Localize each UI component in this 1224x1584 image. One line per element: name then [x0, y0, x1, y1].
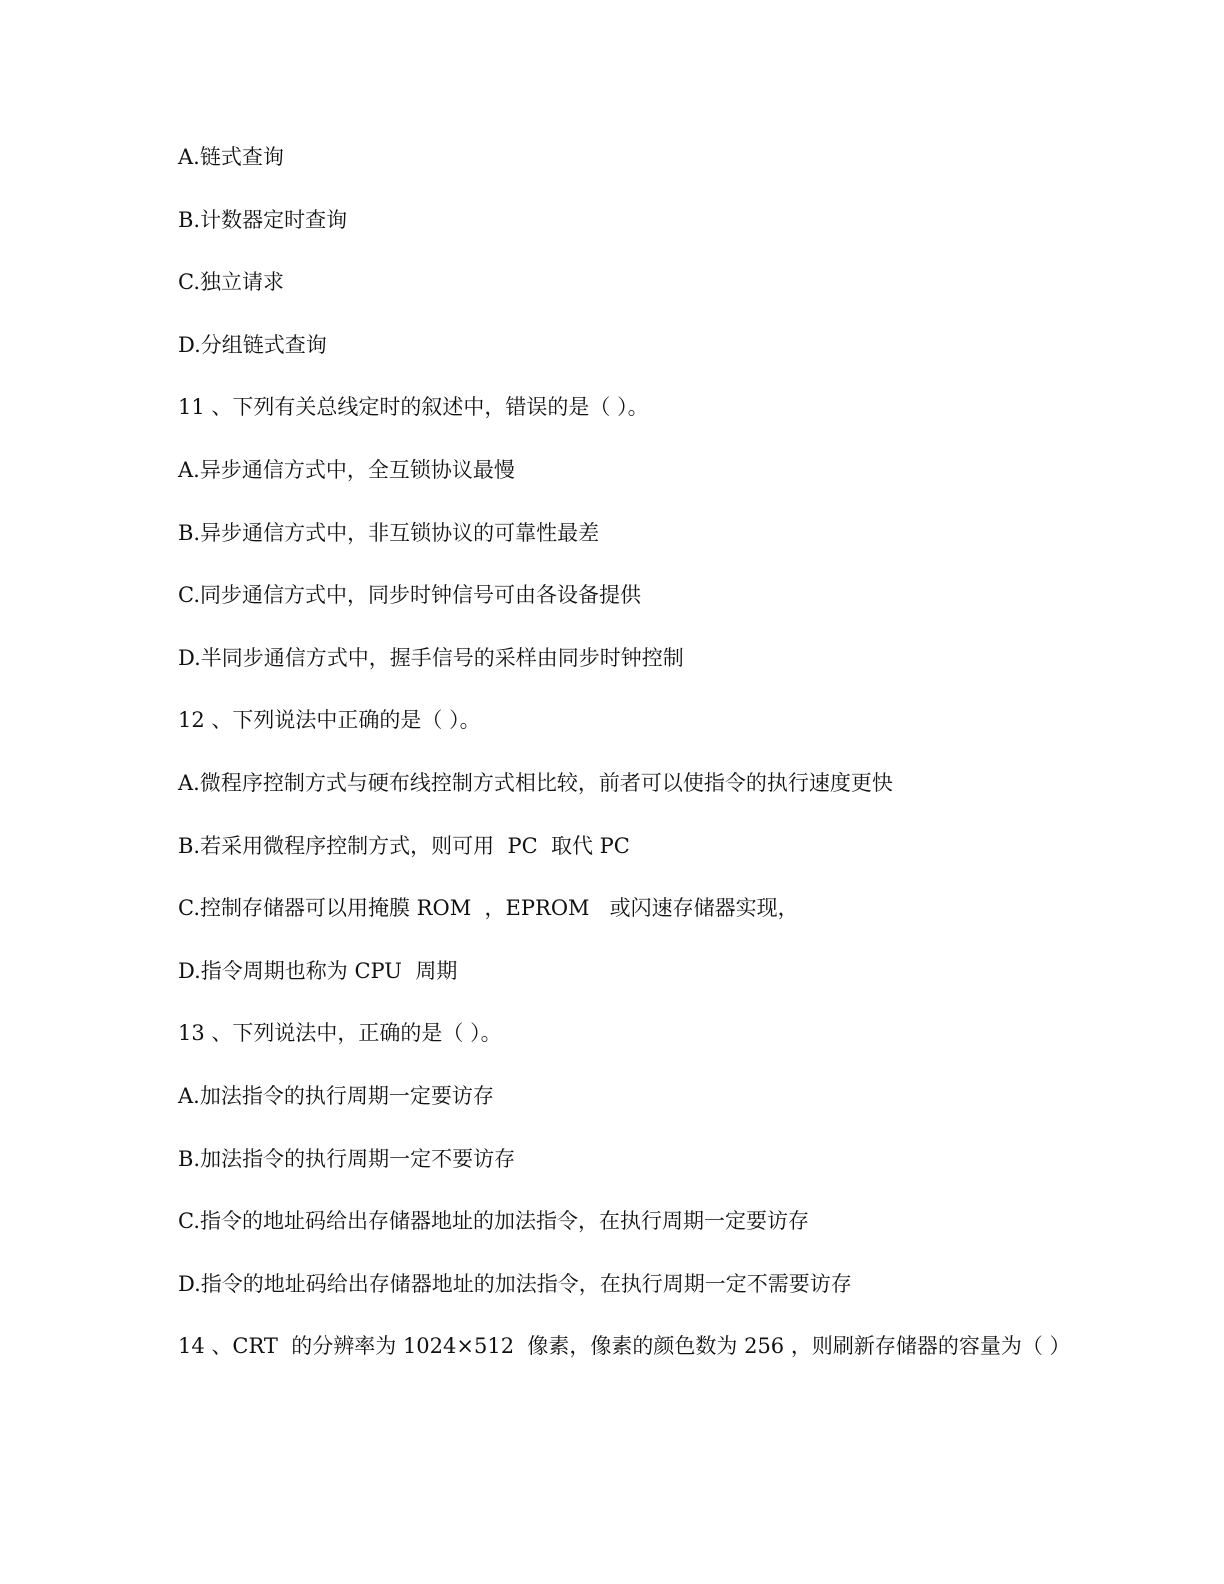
document-body [178, 141, 1178, 1393]
option-q13-a: A.加法指令的执行周期一定要访存 [178, 1083, 494, 1108]
option-q13-d: D.指令的地址码给出存储器地址的加法指令，在执行周期一定不需要访存 [178, 1271, 852, 1296]
option-q10-a: A.链式查询 [178, 145, 284, 169]
question-13: 13 、下列说法中，正确的是（ ）。 [178, 1021, 502, 1046]
option-q13-c: C.指令的地址码给出存储器地址的加法指令，在执行周期一定要访存 [178, 1209, 809, 1234]
option-q12-c: C.控制存储器可以用掩膜 ROM ，EPROM 或闪速存储器实现， [178, 896, 799, 921]
option-q11-a: A.异步通信方式中，全互锁协议最慢 [178, 457, 515, 482]
option-q11-c: C.同步通信方式中，同步时钟信号可由各设备提供 [178, 583, 641, 608]
question-14: 14 、CRT 的分辨率为 1024×512 像素，像素的颜色数为 256 ，则刷新存储器的容量为（ ） [178, 1334, 1071, 1359]
question-11: 11 、下列有关总线定时的叙述中，错误的是（ ）。 [178, 395, 649, 420]
option-q12-b: B.若采用微程序控制方式，则可用 PC 取代 PC [178, 833, 630, 858]
option-q11-b: B.异步通信方式中，非互锁协议的可靠性最差 [178, 520, 600, 545]
option-q13-b: B.加法指令的执行周期一定不要访存 [178, 1146, 516, 1171]
option-q12-a: A.微程序控制方式与硬布线控制方式相比较，前者可以使指令的执行速度更快 [178, 770, 893, 795]
option-q10-d: D.分组链式查询 [178, 332, 327, 357]
option-q11-d: D.半同步通信方式中，握手信号的采样由同步时钟控制 [178, 645, 684, 670]
option-q10-c: C.独立请求 [178, 270, 284, 295]
option-q12-d: D.指令周期也称为 CPU 周期 [178, 958, 458, 983]
option-q10-b: B.计数器定时查询 [178, 207, 348, 232]
question-12: 12 、下列说法中正确的是（ ）。 [178, 708, 481, 733]
